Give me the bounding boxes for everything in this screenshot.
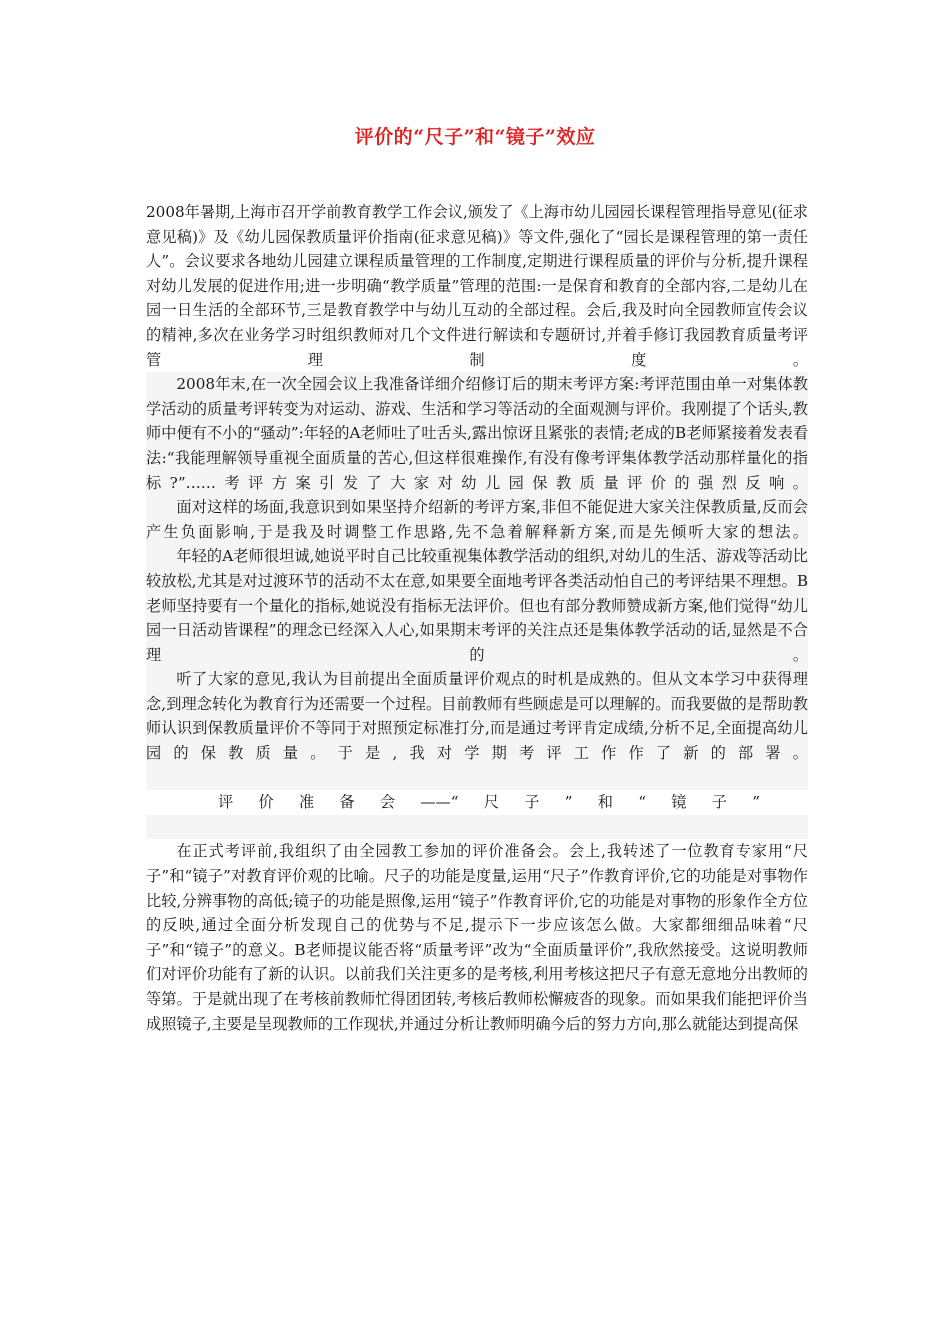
paragraph-1: 2008年暑期,上海市召开学前教育教学工作会议,颁发了《上海市幼儿园园长课程管理指导意见(征求意见稿)》及《幼儿园保教质量评价指南(征求意见稿)》等文件,强化了“园长是课程管理的第一责任人”。会议要求各地幼儿园建立课程质量管理的工作制度,定期进行课程质量的评价与分析,提升课程对幼儿发展的促进作用;进一步明确“教学质量”管理的范围:一是保育和教育的全部内容,二是幼儿在园一日生活的全部环节,三是教育教学中与幼儿互动的全部过程。会后,我及时向全园教师宣传会议的精神,多次在业务学习时组织教师对几个文件进行解读和专题研讨,并着手修订我园教育质量考评管理制度。: [146, 203, 808, 369]
blank-line: [146, 815, 808, 840]
document-body: [146, 200, 808, 1036]
paragraph-5: 听了大家的意见,我认为目前提出全面质量评价观点的时机是成熟的。但从文本学习中获得理念,到理念转化为教育行为还需要一个过程。目前教师有些顾虑是可以理解的。而我要做的是帮助教师认识到保教质量评价不等同于对照预定标准打分,而是通过考评肯定成绩,分析不足,全面提高幼儿园的保教质量。于是,我对学期考评工作作了新的部署。: [146, 667, 808, 765]
blank-line: [146, 766, 808, 791]
paragraph-3: 面对这样的场面,我意识到如果坚持介绍新的考评方案,非但不能促进大家关注保教质量,反而会产生负面影响,于是我及时调整工作思路,先不急着解释新方案,而是先倾听大家的想法。: [146, 495, 808, 544]
document-title: 评价的“尺子”和“镜子”效应: [354, 126, 596, 148]
paragraph-2: 2008年末,在一次全园会议上我准备详细介绍修订后的期末考评方案:考评范围由单一对集体教学活动的质量考评转变为对运动、游戏、生活和学习等活动的全面观测与评价。我刚提了个话头,教师中便有不小的“骚动”:年轻的A老师吐了吐舌头,露出惊讶且紧张的表情;老成的B老师紧接着发表看法:“我能理解领导重视全面质量的苦心,但这样很难操作,有没有像考评集体教学活动那样量化的指标?”……考评方案引发了大家对幼儿园保教质量评价的强烈反响。: [146, 372, 808, 495]
paragraph-4: 年轻的A老师很坦诚,她说平时自己比较重视集体教学活动的组织,对幼儿的生活、游戏等活动比较放松,尤其是对过渡环节的活动不太在意,如果要全面地考评各类活动怕自己的考评结果不理想。B老师坚持要有一个量化的指标,她说没有指标无法评价。但也有部分教师赞成新方案,他们觉得“幼儿园一日活动皆课程”的理念已经深入人心,如果期末考评的关注点还是集体教学活动的话,显然是不合理的。: [146, 544, 808, 667]
paragraph-6: 在正式考评前,我组织了由全园教工参加的评价准备会。会上,我转述了一位教育专家用“尺子”和“镜子”对教育评价观的比喻。尺子的功能是度量,运用“尺子”作教育评价,它的功能是对事物作比较,分辨事物的高低;镜子的功能是照像,运用“镜子”作教育评价,它的功能是对事物的形象作全方位的反映,通过全面分析发现自己的优势与不足,提示下一步应该怎么做。大家都细细品味着“尺子”和“镜子”的意义。B老师提议能否将“质量考评”改为“全面质量评价”,我欣然接受。这说明教师们对评价功能有了新的认识。以前我们关注更多的是考核,利用考核这把尺子有意无意地分出教师的等第。于是就出现了在考核前教师忙得团团转,考核后教师松懈疲沓的现象。而如果我们能把评价当成照镜子,主要是呈现教师的工作现状,并通过分析让教师明确今后的努力方向,那么就能达到提高保: [146, 842, 808, 1033]
section-subheading: 评价准备会——“尺子”和“镜子”: [218, 793, 760, 812]
